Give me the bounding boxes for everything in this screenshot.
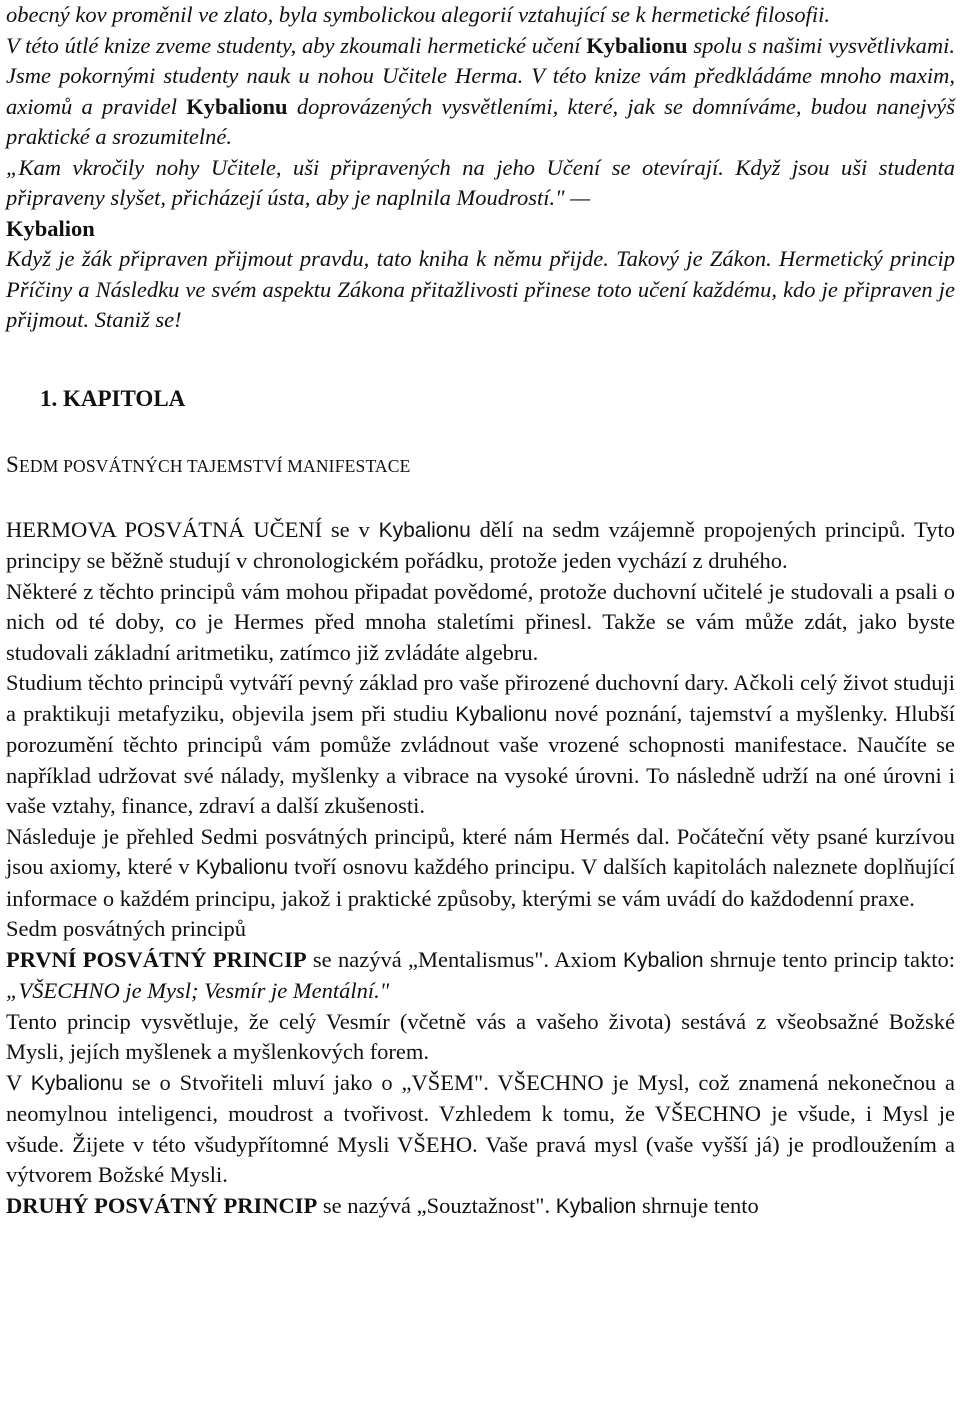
body-text: HERMOVA POSVÁTNÁ UČENÍ se v [6,516,379,542]
kybalion-term: Kybalion [622,948,704,972]
intro-text: doprovázených vysvětleními, které, jak se domníváme, budou nanejvýš praktické a srozumitelné. [6,93,956,149]
body-paragraph-1 [6,515,955,577]
body-text: se nazývá „Souztažnost". [317,1192,556,1218]
principles-heading [6,914,955,945]
body-text: Následuje je přehled Sedmi posvátných principů, které nám Hermés dal. Počáteční věty psané kurzívou jsou axiomy, které v [6,823,955,879]
principle-title: PRVNÍ POSVÁTNÝ PRINCIP [6,946,307,972]
second-principle [6,1191,955,1223]
body-text: Sedm posvátných principů [6,916,246,941]
subtitle-first-letter: S [6,451,19,477]
intro-text: spolu s našimi vysvětlivkami. Jsme pokornými studenty nauk u nohou Učitele Herma. V této knize vám předkládáme mnoho maxim, axiomů a pravidel [6,32,956,119]
intro-paragraph-3 [6,244,955,336]
kybalion-term: Kybalionu [30,1071,123,1095]
body-text: shrnuje tento princip takto: [703,946,956,972]
body-text: shrnuje tento [636,1192,759,1218]
body-paragraph-2 [6,577,955,669]
body-text: Studium těchto principů vytváří pevný základ pro vaše přirozené duchovní dary. Ačkoli celý život studuji a praktikuji metafyziku, objevila jsem při studiu [6,670,955,726]
body-text: nové poznání, tajemství a myšlenky. Hlubší porozumění těchto principů vám pomůže zvládnout vaše vrozené schopnosti manifestace. Naučíte se například udržovat své nálady, myšlenky a vibrace na vysoké úrovni. To následně udrží na oné úrovni i vaše vztahy, finance, zdraví a další zkušenosti. [6,700,955,818]
kybalion-term: Kybalionu [186,93,288,119]
subtitle-rest: EDM POSVÁTNÝCH TAJEMSTVÍ MANIFESTACE [19,455,411,476]
body-paragraph-4 [6,822,955,915]
intro-paragraph-1 [6,0,955,31]
body-text: dělí na sedm vzájemně propojených principů. Tyto principy se běžně studují v chronologickém pořádku, protože jeden vychází z druhého. [6,516,956,573]
body-text: se nazývá „Mentalismus". Axiom [306,946,623,972]
kybalion-term: Kybalionu [195,856,288,879]
kybalion-term: Kybalionu [455,702,548,726]
body-text: se o Stvořiteli mluví jako o „VŠEM". VŠECHNO je Mysl, což znamená nekonečnou a neomylnou inteligenci, moudrost a tvořivost. Vzhledem k tomu, že VŠECHNO je všude, i Mysl je všude. Žijete v této všudypřítomné Mysli VŠEHO. Vaše pravá mysl (vaše vyšší já) je prodloužením a výtvorem Božské Mysli. [6,1069,956,1187]
intro-quote [6,153,955,245]
intro-section [6,0,955,336]
intro-text: Když je žák připraven přijmout pravdu, tato kniha k němu přijde. Takový je Zákon. Hermetický princip Příčiny a Následku ve svém aspektu Zákona přitažlivosti přinese toto učení každému, kdo je připraven je přijmout. Staniž se! [6,246,955,332]
body-text: Některé z těchto principů vám mohou připadat povědomé, protože duchovní učitelé je studovali a psali o nich od té doby, co je Hermes před mnoha staletími přinesl. Takže se vám může zdát, jako byste studovali základní aritmetiku, zatímco již zvládáte algebru. [6,578,955,665]
body-paragraph-3 [6,668,955,822]
quote-source: Kybalion [6,215,95,241]
intro-text: V této útlé knize zveme studenty, aby zkoumali hermetické učení [6,32,587,58]
intro-text: obecný kov proměnil ve zlato, byla symbolickou alegorií vztahující se k hermetické filosofii. [6,2,830,27]
first-principle [6,945,955,1007]
quote-text: „Kam vkročily nohy Učitele, uši připravených na jeho Učení se otevírají. Když jsou uši studenta připraveny slyšet, přicházejí ústa, aby je naplnila Moudrostí." — [6,154,955,210]
chapter-body [6,515,955,1223]
kybalion-term: Kybalionu [586,32,688,58]
body-text: Tento princip vysvětluje, že celý Vesmír (včetně vás a vašeho života) sestává z všeobsažné Božské Mysli, jejích myšlenek a myšlenkových forem. [6,1008,955,1064]
body-paragraph-8 [6,1068,955,1191]
body-text: tvoří osnovu každého principu. V dalších kapitolách naleznete doplňující informace o každém principu, jakož i praktické způsoby, kterými se vám uvádí do každodenní praxe. [6,854,955,911]
body-paragraph-7 [6,1007,955,1068]
body-text: V [6,1069,31,1095]
chapter-heading: 1. KAPITOLA [40,385,186,411]
kybalion-term: Kybalionu [378,518,471,542]
intro-paragraph-2 [6,31,955,153]
principle-axiom: „VŠECHNO je Mysl; Vesmír je Mentální." [6,978,390,1003]
kybalion-term: Kybalion [555,1194,637,1218]
principle-title: DRUHÝ POSVÁTNÝ PRINCIP [6,1192,318,1218]
chapter-subtitle [6,450,955,481]
